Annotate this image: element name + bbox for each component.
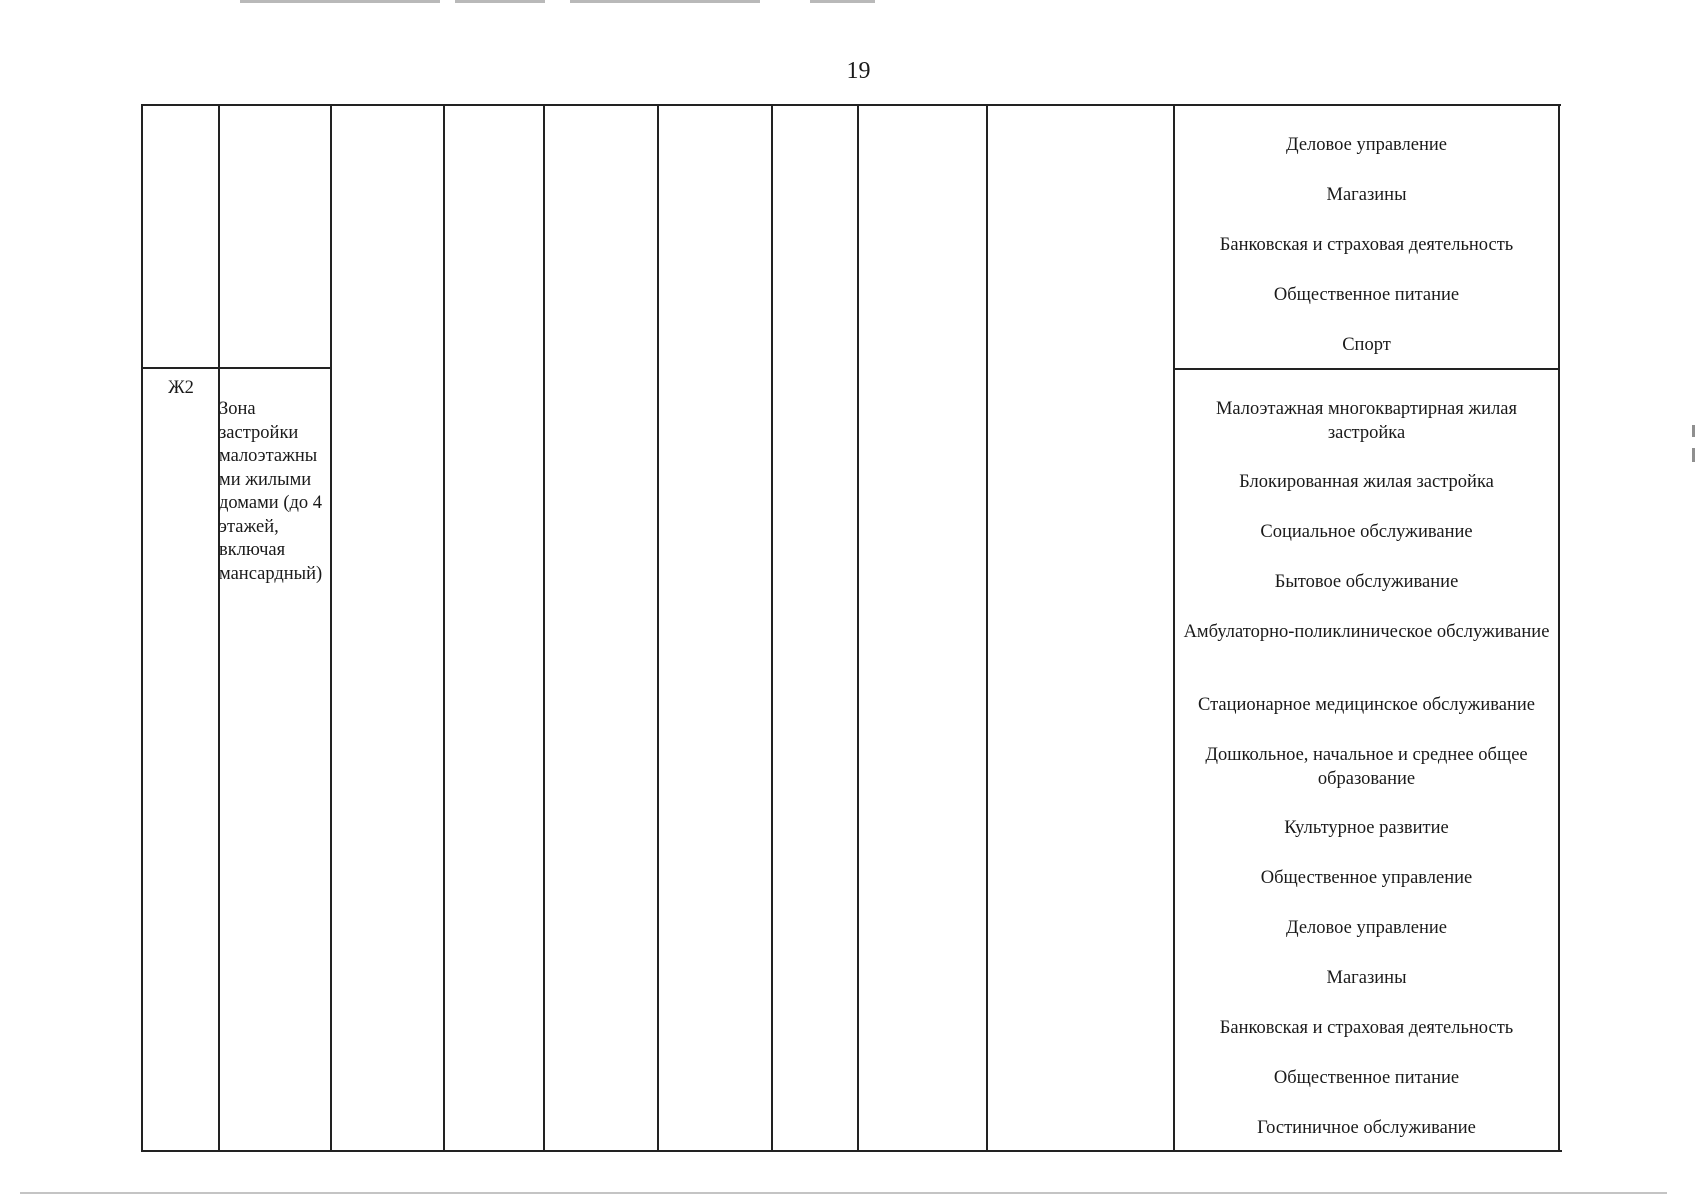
zone-code: Ж2 <box>168 378 194 398</box>
scan-artifact-bottom <box>20 1192 1667 1194</box>
permitted-use-item: Стационарное медицинское обслуживание <box>1197 695 1535 715</box>
column-divider <box>218 104 220 1152</box>
column-divider <box>443 104 445 1152</box>
column-divider <box>857 104 859 1152</box>
scan-artifact-edge <box>1692 425 1695 437</box>
column-divider <box>543 104 545 1152</box>
permitted-use-item: Деловое управление <box>1285 135 1448 155</box>
column-divider <box>986 104 988 1152</box>
permitted-use-item: Общественное питание <box>1273 1068 1460 1088</box>
column-divider <box>330 104 332 1152</box>
permitted-use-item: Деловое управление <box>1285 918 1448 938</box>
permitted-use-item: Амбулаторно-поликлиническое обслуживание <box>1183 622 1550 642</box>
column-divider <box>657 104 659 1152</box>
permitted-use-item: Общественное управление <box>1260 868 1473 888</box>
permitted-use-item: Культурное развитие <box>1284 818 1449 838</box>
permitted-use-item: Спорт <box>1342 335 1391 355</box>
table-right-border <box>1558 104 1560 1152</box>
permitted-use-item: Банковская и страховая деятельность <box>1219 235 1514 255</box>
permitted-use-item: Магазины <box>1326 968 1407 988</box>
zone-name: Зона застройки малоэтажны ми жилыми домами (до 4 этажей, включая мансардный) <box>219 399 323 584</box>
table-left-border <box>141 104 143 1152</box>
table-top-border <box>141 104 1561 106</box>
permitted-use-item: Магазины <box>1326 185 1407 205</box>
permitted-use-item: Банковская и страховая деятельность <box>1219 1018 1514 1038</box>
permitted-use-item: Малоэтажная многоквартирная жилая застройка <box>1215 399 1518 443</box>
row-divider <box>1173 368 1560 370</box>
permitted-use-item: Дошкольное, начальное и среднее общее образование <box>1205 745 1528 789</box>
table-bottom-border <box>141 1150 1562 1152</box>
scan-artifact-edge <box>1692 448 1695 462</box>
permitted-use-item: Гостиничное обслуживание <box>1257 1118 1476 1138</box>
permitted-use-item: Общественное питание <box>1273 285 1460 305</box>
page-number: 19 <box>846 58 871 84</box>
column-divider <box>771 104 773 1152</box>
permitted-use-item: Социальное обслуживание <box>1260 522 1473 542</box>
scan-artifact-top <box>240 0 1140 3</box>
permitted-use-item: Блокированная жилая застройка <box>1239 472 1494 492</box>
row-divider <box>141 367 332 369</box>
permitted-use-item: Бытовое обслуживание <box>1274 572 1459 592</box>
